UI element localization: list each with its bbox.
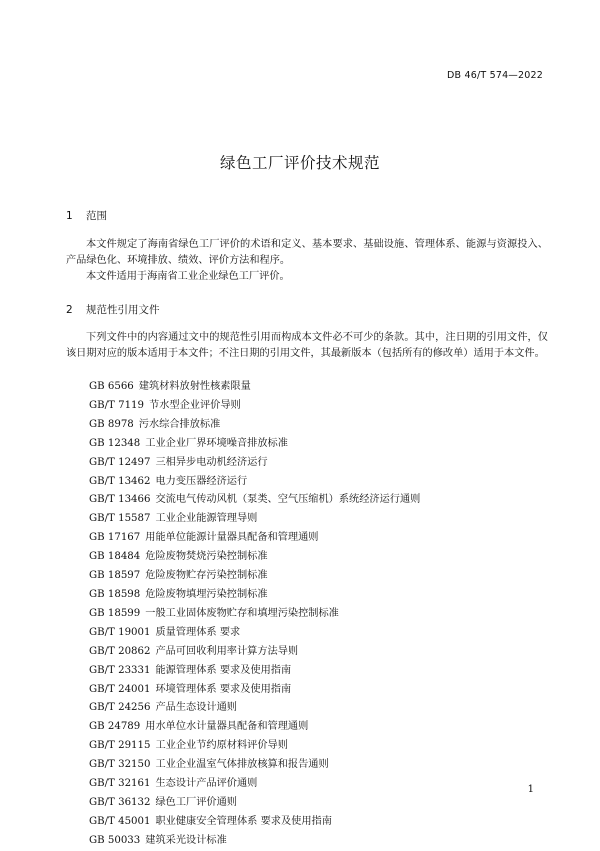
reference-title: 工业企业温室气体排放核算和报告通则 [155, 759, 329, 771]
section-title: 范围 [86, 210, 107, 222]
reference-item [89, 813, 420, 832]
reference-code: GB/T 12497 [89, 456, 151, 468]
reference-code: GB 18484 [89, 551, 141, 563]
reference-code: GB 50033 [89, 834, 141, 846]
reference-code: GB 24789 [89, 721, 141, 733]
reference-title: 用能单位能源计量器具配备和管理通则 [145, 532, 319, 544]
reference-code: GB/T 45001 [89, 815, 151, 827]
reference-code: GB/T 32161 [89, 778, 151, 790]
reference-item [89, 681, 420, 700]
reference-code: GB 17167 [89, 532, 141, 544]
reference-code: GB/T 24001 [89, 683, 151, 695]
reference-item [89, 435, 420, 454]
reference-code: GB/T 19001 [89, 626, 151, 638]
reference-title: 能源管理体系 要求及使用指南 [155, 664, 292, 676]
reference-code: GB 6566 [89, 381, 134, 392]
reference-code: GB 8978 [89, 418, 134, 430]
reference-title: 危险废物焚烧污染控制标准 [145, 551, 268, 563]
reference-code: GB/T 13462 [89, 475, 151, 487]
section-heading-scope [66, 208, 107, 223]
reference-code: GB/T 7119 [89, 399, 145, 411]
scope-paragraph: 本文件规定了海南省绿色工厂评价的术语和定义、基本要求、基础设施、管理体系、能源与资源投入、产品绿色化、环境排放、绩效、评价方法和程序。 [66, 239, 548, 266]
reference-title: 产品生态设计通则 [155, 702, 237, 714]
reference-code: GB 18599 [89, 607, 141, 619]
reference-item [89, 473, 420, 492]
reference-title: 建筑采光设计标准 [145, 834, 227, 846]
reference-item [89, 624, 420, 643]
reference-item [89, 718, 420, 737]
reference-item [89, 662, 420, 681]
reference-title: 质量管理体系 要求 [155, 626, 241, 638]
scope-applicability-paragraph: 本文件适用于海南省工业企业绿色工厂评价。 [86, 271, 290, 282]
reference-code: GB/T 36132 [89, 796, 151, 808]
reference-title: 工业企业厂界环境噪音排放标准 [145, 437, 288, 449]
reference-item [89, 397, 420, 416]
reference-item [89, 586, 420, 605]
reference-code: GB 12348 [89, 437, 141, 449]
reference-item [89, 510, 420, 529]
reference-code: GB/T 29115 [89, 740, 151, 752]
reference-title: 建筑材料放射性核素限量 [138, 381, 251, 392]
reference-item [89, 378, 420, 397]
reference-title: 职业健康安全管理体系 要求及使用指南 [155, 815, 332, 827]
reference-item [89, 756, 420, 775]
reference-list [89, 378, 420, 851]
reference-title: 三相异步电动机经济运行 [155, 456, 268, 468]
reference-code: GB 18597 [89, 570, 141, 582]
reference-title: 污水综合排放标准 [138, 418, 221, 430]
document-code: DB 46/T 574—2022 [447, 70, 543, 81]
reference-item [89, 775, 420, 794]
reference-code: GB/T 24256 [89, 702, 151, 714]
reference-title: 工业企业节约原材料评价导则 [155, 740, 288, 752]
reference-title: 产品可回收利用率计算方法导则 [155, 645, 299, 657]
reference-title: 危险废物贮存污染控制标准 [145, 570, 268, 582]
document-title: 绿色工厂评价技术规范 [219, 154, 380, 172]
reference-item [89, 794, 420, 813]
reference-item [89, 699, 420, 718]
reference-item [89, 529, 420, 548]
reference-item [89, 567, 420, 586]
reference-code: GB/T 23331 [89, 664, 151, 676]
section-number: 1 [66, 210, 73, 222]
reference-item [89, 491, 420, 510]
reference-item [89, 737, 420, 756]
reference-item [89, 454, 420, 473]
reference-code: GB/T 15587 [89, 513, 151, 525]
section-title: 规范性引用文件 [86, 304, 160, 316]
reference-title: 工业企业能源管理导则 [155, 513, 258, 525]
reference-title: 交流电气传动风机（泵类、空气压缩机）系统经济运行通则 [155, 494, 421, 506]
reference-title: 生态设计产品评价通则 [155, 778, 258, 790]
page-number: 1 [527, 784, 534, 795]
reference-title: 绿色工厂评价通则 [155, 796, 237, 808]
reference-item [89, 548, 420, 567]
reference-title: 用水单位水计量器具配备和管理通则 [145, 721, 309, 733]
section-number: 2 [66, 304, 73, 316]
reference-item [89, 416, 420, 435]
reference-code: GB/T 13466 [89, 494, 151, 506]
reference-code: GB/T 32150 [89, 759, 151, 771]
section-heading-normative-references [66, 302, 160, 317]
reference-title: 节水型企业评价导则 [149, 399, 241, 411]
reference-title: 一般工业固体废物贮存和填埋污染控制标准 [145, 607, 339, 619]
reference-title: 危险废物填埋污染控制标准 [145, 588, 268, 600]
reference-item [89, 605, 420, 624]
reference-item [89, 643, 420, 662]
reference-title: 电力变压器经济运行 [155, 475, 248, 487]
references-intro-paragraph: 下列文件中的内容通过文中的规范性引用而构成本文件必不可少的条款。其中，注日期的引用文件，仅该日期对应的版本适用于本文件；不注日期的引用文件，其最新版本（包括所有的修改单）适用于本文件。 [66, 332, 548, 359]
reference-title: 环境管理体系 要求及使用指南 [155, 683, 292, 695]
reference-code: GB/T 20862 [89, 645, 151, 657]
reference-code: GB 18598 [89, 588, 141, 600]
